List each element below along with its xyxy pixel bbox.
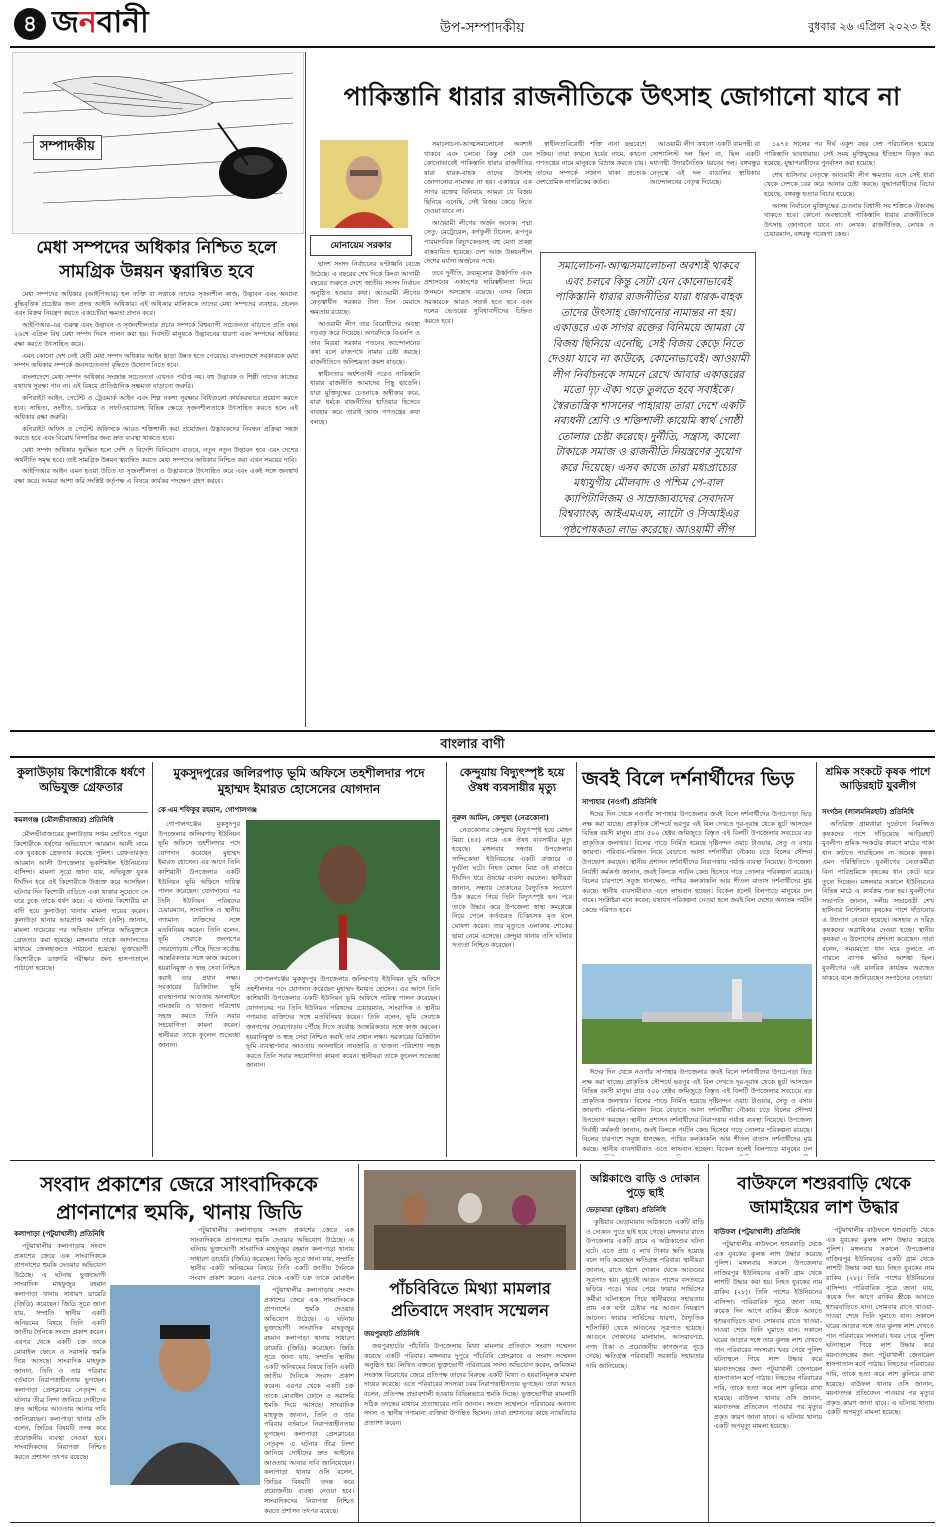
kendua-byline: নূরুল আমিন, কেন্দুয়া (নেত্রকোনা) xyxy=(452,814,549,822)
issue-date: বুধবার ২৬ এপ্রিল ২০২৩ ইং xyxy=(808,20,931,33)
bauphal-paragraph: পটুয়াখালীর বাউফলে শ্বশুরবাড়ি থেকে এক যুবকের ঝুলন্ত লাশ উদ্ধার করেছে পুলিশ। মঙ্গলবার সকালে উপজেলার নাজিরপুর ইউনিয়নের একটি গ্রাম থেকে লাশটি উদ্ধার করা হয়। নিহত যুবকের নাম রাকিব (২৮)। তিনি পাশের ইউনিয়নের বাসিন্দা। পারিবারিক সূত্রে জানা যায়, কয়েক দিন আগে রাকিব স্ত্রীকে আনতে শ্বশুরবাড়িতে যান। সোমবার রাতে খাওয়া-দাওয়া শেষে তিনি ঘুমাতে যান। সকালে ঘরের আড়ার সঙ্গে তার ঝুলন্ত লাশ দেখতে পান পরিবারের সদস্যরা। খবর পেয়ে পুলিশ ঘটনাস্থলে গিয়ে লাশ উদ্ধার করে ময়নাতদন্তের জন্য পটুয়াখালী জেনারেল হাসপাতাল মর্গে পাঠায়। নিহতের পরিবারের দাবি, তাকে হত্যা করে লাশ ঝুলিয়ে রাখা হয়েছে। বাউফল থানার ওসি জানান, ময়নাতদন্ত প্রতিবেদন পাওয়ার পর মৃত্যুর প্রকৃত কারণ জানা যাবে। এ ঘটনায় থানায় একটি অপমৃত্যু মামলা হয়েছে। xyxy=(826,1226,934,1417)
oped-paragraph: আওয়ামী লীগের অর্জন অনেক। পদ্মা সেতু, মেট্রোরেল, কর্ণফুলী টানেল, রূপপুর পারমাণবিক বিদ্যুৎকেন্দ্রসহ বহু মেগা প্রকল্প বাস্তবায়িত হয়েছে। দেশ আজ উন্নয়নশীল দেশের মর্যাদা অর্জনের পথে। xyxy=(424,218,532,266)
panchbibi-byline: জয়পুরহাট প্রতিনিধি xyxy=(364,1330,420,1338)
column-divider xyxy=(816,762,817,1157)
editorial-paragraph: আইপিআর আইন এমন হওয়া উচিত যা সৃজনশীলতা ও উদ্ভাবনকে উৎসাহিত করে এবং একই সঙ্গে জনস্বার্থ রক্ষা করে। আমরা আশা করি সংশ্লিষ্ট কর্তৃপক্ষ এ বিষয়ে কার্যকর পদক্ষেপ গ্রহণ করবে। xyxy=(14,467,298,485)
section-banner: বাংলার বাণী xyxy=(10,734,935,758)
muksudpur-paragraph: গোপালগঞ্জের মুকসুদপুর উপজেলার জলিরপাড় ইউনিয়ন ভূমি অফিসে তহশীলদার পদে যোগদান করেছেন মুহাম্মদ ইমারত হোসেন। এর আগে তিনি কাশিয়ানী উপজেলার একটি ইউনিয়ন ভূমি অফিসে দায়িত্ব পালন করেছেন। যোগদানের পর তিনি ইউনিয়ন পরিষদের চেয়ারম্যান, সাংবাদিক ও স্থানীয় গণ্যমান্য ব্যক্তিদের সঙ্গে মতবিনিময় করেন। তিনি বলেন, ভূমি সেবাকে জনগণের দোরগোড়ায় পৌঁছে দিতে সর্বোচ্চ আন্তরিকতার সঙ্গে কাজ করবেন। হয়রানিমুক্ত ও স্বচ্ছ সেবা নিশ্চিত করাই তার প্রধান লক্ষ্য। সরকারের ডিজিটাল ভূমি ব্যবস্থাপনার আওতায় অনলাইনে নামজারি ও খাজনা পরিশোধ সহজ করতে তিনি সবার সহযোগিতা কামনা করেন। স্থানীয়রা তাকে ফুলেল শুভেচ্ছা জানান। xyxy=(246,975,440,1070)
row-rule xyxy=(10,1160,935,1161)
column-divider xyxy=(708,1164,709,1522)
oped-paragraph: আসন্ন নির্বাচনে মুক্তিযুদ্ধের চেতনায় বিশ্বাসী সব শক্তিকে ঐক্যবদ্ধ থাকতে হবে। কোনো অবস্থাতেই পাকিস্তানি ধারার রাজনীতিকে উৎসাহ জোগানো যাবে না। লেখক: রাজনীতিক, লেখক ও চেয়ারম্যান, বঙ্গবন্ধু গবেষণা কেন্দ্র। xyxy=(764,201,934,239)
kendua-paragraph: নেত্রকোনার কেন্দুয়ায় বিদ্যুৎস্পৃষ্ট হয়ে মোহন মিয়া (৪৫) নামে এক ঔষধ ব্যবসায়ীর মৃত্যু হয়েছে। মঙ্গলবার সন্ধ্যায় উপজেলার সান্দিকোনা ইউনিয়নের একটি বাজারে এ দুর্ঘটনা ঘটে। নিহত মোহন মিয়া ওই বাজারে দীর্ঘদিন ধরে ঔষধের ব্যবসা করতেন। স্থানীয়রা জানান, সন্ধ্যায় দোকানের বৈদ্যুতিক সংযোগ ঠিক করতে গিয়ে তিনি বিদ্যুৎস্পৃষ্ট হন। পরে তাকে উদ্ধার করে উপজেলা স্বাস্থ্য কমপ্লেক্সে নিয়ে গেলে কর্তব্যরত চিকিৎসক মৃত বলে ঘোষণা করেন। তার মৃত্যুতে এলাকায় শোকের ছায়া নেমে এসেছে। কেন্দুয়া থানার ওসি ঘটনার সত্যতা নিশ্চিত করেছেন। xyxy=(452,826,572,950)
jaboi-headline: জবই বিলে দর্শনার্থীদের ভিড় xyxy=(582,768,795,790)
muksudpur-body-cont xyxy=(246,975,440,1155)
masthead-rule xyxy=(10,46,935,48)
kalapara-paragraph: পটুয়াখালীর কলাপাড়ায় সংবাদ প্রকাশের জেরে এক সাংবাদিককে প্রাণনাশের হুমকি দেওয়ার অভিযোগ উঠেছে। এ ঘটনায় ভুক্তভোগী সাংবাদিক মাহফুজুর রহমান কলাপাড়া থানায় সাধারণ ডায়েরি (জিডি) করেছেন। জিডি সূত্রে জানা যায়, সম্প্রতি স্থানীয় একটি অনিয়মের বিষয়ে তিনি একটি জাতীয় দৈনিকে সংবাদ প্রকাশ করেন। এরপর থেকে একটি চক্র তাকে মোবাইল ফোনে ও সরাসরি হুমকি দিয়ে আসছে। সাংবাদিক মাহফুজ জানান, তিনি ও তার পরিবার বর্তমানে নিরাপত্তাহীনতায় ভুগছেন। কলাপাড়া প্রেসক্লাবের নেতৃবৃন্দ এ ঘটনার তীব্র নিন্দা জানিয়ে দোষীদের দ্রুত আইনের আওতায় আনার দাবি জানিয়েছেন। কলাপাড়া থানার ওসি বলেন, জিডির বিষয়টি তদন্ত করে প্রয়োজনীয় ব্যবস্থা নেওয়া হবে। সাংবাদিকদের নিরাপত্তা নিশ্চিত করতে প্রশাসন তৎপর রয়েছে। xyxy=(264,1286,354,1515)
jaboi-paragraph: ঈদের দিন থেকে নওগাঁর সাপাহার উপজেলার জবই বিলে দর্শনার্থীদের উপচেপড়া ভিড় লক্ষ করা যাচ্ছে। প্রাকৃতিক সৌন্দর্যে ভরপুর এই বিল দেখতে দূর-দূরান্ত থেকে ছুটে আসছেন বিভিন্ন বয়সী মানুষ। প্রায় ৫০০ হেক্টর জমিজুড়ে বিস্তৃত এই বিলটি উপজেলার সবচেয়ে বড় প্রাকৃতিক জলাধার। বিলের পাড়ে নির্মিত হয়েছে দৃষ্টিনন্দন ওয়াচ টাওয়ার, সেতু ও বসার জায়গা। পরিবার-পরিজন নিয়ে বেড়াতে আসা দর্শনার্থীরা নৌকায় চড়ে বিলের সৌন্দর্য উপভোগ করছেন। স্থানীয় প্রশাসন দর্শনার্থীদের নিরাপত্তায় পর্যাপ্ত ব্যবস্থা নিয়েছে। উপজেলা নির্বাহী কর্মকর্তা জানান, জবই বিলকে পর্যটন কেন্দ্র হিসেবে গড়ে তোলার পরিকল্পনা রয়েছে। বিলের চারপাশে সবুজ ধানক্ষেত, পাখির কলকাকলি আর শীতল বাতাস দর্শনার্থীদের মুগ্ধ করছে। স্থানীয় ব্যবসায়ীরাও এতে লাভবান হচ্ছেন। বিকেল হলেই বিলপাড়ে মানুষের ঢল xyxy=(582,1068,812,1153)
kalapara-body-col2 xyxy=(190,1226,354,1284)
jaboi-byline: সাপাহার (নওগাঁ) প্রতিনিধি xyxy=(582,798,657,806)
kushtia-paragraph: কুষ্টিয়ার ভেড়ামারায় অগ্নিকাণ্ডে একটি বাড়ি ও দোকান পুড়ে ছাই হয়ে গেছে। মঙ্গলবার রাতে উপজেলার একটি গ্রামে এ অগ্নিকাণ্ডের ঘটনা ঘটে। এতে প্রায় ৫ লাখ টাকার ক্ষতি হয়েছে বলে দাবি করেছেন ক্ষতিগ্রস্ত পরিবার। স্থানীয়রা জানান, রাতে হঠাৎ দোকান থেকে আগুনের সূত্রপাত হয়। মুহূর্তেই আগুন পাশের বসতঘরে ছড়িয়ে পড়ে। খবর পেয়ে ফায়ার সার্ভিসের কর্মীরা ঘটনাস্থলে গিয়ে স্থানীয়দের সহায়তায় প্রায় এক ঘণ্টা চেষ্টার পর আগুন নিয়ন্ত্রণে আনেন। ফায়ার সার্ভিসের ধারণা, বৈদ্যুতিক শর্টসার্কিট থেকে আগুনের সূত্রপাত হয়েছে। আগুনে দোকানের মালামাল, আসবাবপত্র, নগদ টাকা ও প্রয়োজনীয় কাগজপত্র পুড়ে গেছে। ক্ষতিগ্রস্ত পরিবারটি সরকারি সহায়তার দাবি জানিয়েছে। xyxy=(586,1218,704,1370)
oped-body-col3 xyxy=(536,140,646,248)
muksudpur-byline: কে এম শফিকুর রহমান, গোপালগঞ্জ xyxy=(158,806,258,814)
muksudpur-body xyxy=(158,820,240,1155)
column-divider xyxy=(305,52,306,727)
muksudpur-paragraph: গোপালগঞ্জের মুকসুদপুর উপজেলার জলিরপাড় ইউনিয়ন ভূমি অফিসে তহশীলদার পদে যোগদান করেছেন মুহাম্মদ ইমারত হোসেন। এর আগে তিনি কাশিয়ানী উপজেলার একটি ইউনিয়ন ভূমি অফিসে দায়িত্ব পালন করেছেন। যোগদানের পর তিনি ইউনিয়ন পরিষদের চেয়ারম্যান, সাংবাদিক ও স্থানীয় গণ্যমান্য ব্যক্তিদের সঙ্গে মতবিনিময় করেন। তিনি বলেন, ভূমি সেবাকে জনগণের দোরগোড়ায় পৌঁছে দিতে সর্বোচ্চ আন্তরিকতার সঙ্গে কাজ করবেন। হয়রানিমুক্ত ও স্বচ্ছ সেবা নিশ্চিত করাই তার প্রধান লক্ষ্য। সরকারের ডিজিটাল ভূমি ব্যবস্থাপনার আওতায় অনলাইনে নামজারি ও খাজনা পরিশোধ সহজ করতে তিনি সবার সহযোগিতা কামনা করেন। স্থানীয়রা তাকে ফুলেল শুভেচ্ছা জানান। xyxy=(158,820,240,1049)
editorial-headline: মেধা সম্পদের অধিকার নিশ্চিত হলে সামগ্রিক উন্নয়ন ত্বরান্বিত হবে xyxy=(36,238,277,282)
pull-quote-text: সমালোচনা-আত্মসমালোচনা অবশ্যই থাকবে এবং চলবে কিন্তু সেটা যেন কোনোভাবেই পাকিস্তানি ধারার রাজনীতির যারা ধারক-বাহক তাদের উৎসাহ জোগানোর নামান্তর না হয়। একাত্তরে এক সাগর রক্তের বিনিময়ে আমরা যে বিজয় ছিনিয়ে এনেছি, সেই বিজয় কেড়ে নিতে দেওয়া যাবে না কাউকে, কোনোভাবেই। আওয়ামী লীগ নির্বাচনকে সামনে রেখে আবার একাত্তরের মতো দৃঢ় ঐক্য গড়ে তুলতে হবে সবাইকে। স্বৈরতান্ত্রিক শাসনের পাহারায় তারা দেশে একটি নব্যধনী শ্রেণি ও শক্তিশালী কায়েমি স্বার্থ গোষ্ঠী তোলার চেষ্টা করেছে। দুর্নীতি, সন্ত্রাস, কালো টাকাকে সমাজ ও রাজনীতি নিয়ন্ত্রণের সুযোগ করে দিয়েছে। এসব কাজে তারা মধ্যপ্রাচ্যের মধ্যযুগীয় মৌলবাদ ও পশ্চিম পে-বাল ক্যাপিটালিজম ও সাম্রাজ্যবাদের সেবাদাস বিশ্বব্যাংক, আইএমএফ, ন্যাটো ও সিআইএর পৃষ্ঠপোষকতা লাভ করেছে। আওয়ামী লীগ xyxy=(547,260,749,536)
kalapara-photo xyxy=(110,1285,260,1485)
kushtia-byline: ভেড়ামারা (কুষ্টিয়া) প্রতিনিধি xyxy=(586,1206,666,1214)
oped-paragraph: আওয়ামী লীগ কখনো একটি বামপন্থী বা সোশ্যালিস্ট দল ছিল না, ছিল একটি মধ্যপন্থী উদারনৈতিক ধরনের দল। বঙ্গবন্ধুর নেতৃত্বে এই দল বাঙালির স্বাধিকার আন্দোলনের নেতৃত্ব দিয়েছে। xyxy=(650,140,760,187)
oped-paragraph: ১৯৭৫ সালের পর দীর্ঘ একুশ বছর দেশ পরিচালিত হয়েছে পাকিস্তানি ভাবধারায়। সেই সময় মুক্তিযুদ্ধের ইতিহাস বিকৃত করা হয়েছে, যুদ্ধাপরাধীদের পুনর্বাসন করা হয়েছে। xyxy=(764,140,934,168)
section-rule xyxy=(10,730,935,732)
oped-body-col2 xyxy=(424,140,532,724)
editorial-illustration xyxy=(12,52,304,234)
press-conference-photo-icon xyxy=(364,1170,576,1270)
editorial-paragraph: এমন কোনো দেশ নেই যেটি মেধা সম্পদ অধিকার আইন ছাড়া উন্নত হতে পেরেছে। বাংলাদেশে সরকারকে মেধা সম্পদ অধিকার সম্পর্কে জনসচেতনতা বৃদ্ধিতে উদ্যোগ নিতে হবে। xyxy=(14,351,298,370)
oped-body-col1 xyxy=(310,260,420,724)
oped-paragraph: শেখ হাসিনার নেতৃত্বে আওয়ামী লীগ ক্ষমতায় এসে সেই ধারা থেকে দেশকে বের করে আনার চেষ্টা করছে। যুদ্ধাপরাধীদের বিচার হয়েছে, বঙ্গবন্ধু হত্যার বিচার হয়েছে। xyxy=(764,170,934,198)
kulaura-byline: কমলগঞ্জ (মৌলভীবাজার) প্রতিনিধি xyxy=(14,812,148,826)
aditmari-paragraph: অতিরিক্ত গ্রাম্যধারা দুর্ভোগে নিমজ্জিত কৃষকদের পাশে দাঁড়িয়েছে আড়িরহাট যুবলীগ। শ্রমিক সংকটের কারণে মাঠের পাকা ধান কাটতে পারছিলেন না অনেক কৃষক। এমন পরিস্থিতিতে যুবলীগের নেতাকর্মীরা বিনা পারিশ্রমিকে কৃষকের ধান কেটে ঘরে তুলে দিচ্ছেন। মঙ্গলবার সকালে ইউনিয়নের বিভিন্ন মাঠে এ কার্যক্রম শুরু হয়। যুবলীগের সভাপতি জানান, দলীয় সভানেত্রী শেখ হাসিনার নির্দেশনায় কৃষকের পাশে দাঁড়ানোর এ উদ্যোগ নেওয়া হয়েছে। অসহায় ও দরিদ্র কৃষকদের অগ্রাধিকার দেওয়া হচ্ছে। স্থানীয় কৃষকরা এ উদ্যোগের প্রশংসা করেছেন। তারা বলেন, সময়মতো ধান ঘরে তুলতে না পারলে ব্যাপক ক্ষতির আশঙ্কা ছিল। যুবলীগের এই মানবিক কার্যক্রম অব্যাহত থাকবে বলে জানিয়েছেন সংগঠনের নেতারা। xyxy=(822,820,934,982)
kendua-headline: কেন্দুয়ায় বিদ্যুৎস্পৃষ্ট হয়ে ঔষধ ব্যবসায়ীর মৃত্যু xyxy=(459,766,565,794)
journalist-photo-icon xyxy=(110,1285,260,1485)
oped-body-col4 xyxy=(650,140,760,248)
panchbibi-headline: পাঁচবিবিতে মিথ্যা মামলার প্রতিবাদে সংবাদ সম্মেলন xyxy=(389,1279,551,1320)
editorial-tag: সম্পাদকীয় xyxy=(33,135,102,160)
kulaura-body xyxy=(14,830,148,1155)
pull-quote xyxy=(540,252,756,537)
column-divider xyxy=(576,762,577,1157)
jaboi-paragraph: ঈদের দিন থেকে নওগাঁর সাপাহার উপজেলার জবই বিলে দর্শনার্থীদের উপচেপড়া ভিড় লক্ষ করা যাচ্ছে। প্রাকৃতিক সৌন্দর্যে ভরপুর এই বিল দেখতে দূর-দূরান্ত থেকে ছুটে আসছেন বিভিন্ন বয়সী মানুষ। প্রায় ৫০০ হেক্টর জমিজুড়ে বিস্তৃত এই বিলটি উপজেলার সবচেয়ে বড় প্রাকৃতিক জলাধার। বিলের পাড়ে নির্মিত হয়েছে দৃষ্টিনন্দন ওয়াচ টাওয়ার, সেতু ও বসার জায়গা। পরিবার-পরিজন নিয়ে বেড়াতে আসা দর্শনার্থীরা নৌকায় চড়ে বিলের সৌন্দর্য উপভোগ করছেন। স্থানীয় প্রশাসন দর্শনার্থীদের নিরাপত্তায় পর্যাপ্ত ব্যবস্থা নিয়েছে। উপজেলা নির্বাহী কর্মকর্তা জানান, জবই বিলকে পর্যটন কেন্দ্র হিসেবে গড়ে তোলার পরিকল্পনা রয়েছে। বিলের চারপাশে সবুজ ধানক্ষেত, পাখির কলকাকলি আর শীতল বাতাস দর্শনার্থীদের মুগ্ধ করছে। স্থানীয় ব্যবসায়ীরাও এতে লাভবান হচ্ছেন। বিকেল হলেই বিলপাড়ে মানুষের ঢল নামে। সংশ্লিষ্টরা মনে করেন, যথাযথ পরিকল্পনা নেওয়া হলে জবই বিল দেশের অন্যতম পর্যটন কেন্দ্রে পরিণত হবে। xyxy=(582,810,812,914)
aditmari-byline: সংগঠন (লালমনিরহাট) প্রতিনিধি xyxy=(822,808,914,816)
oped-paragraph: স্বাধীনতার অর্ধশতাব্দী পরেও পাকিস্তানি ধারার রাজনীতি আমাদের পিছু ছাড়েনি। যারা মুক্তিযুদ্ধের চেতনাকে অস্বীকার করে, যারা ধর্মকে রাজনীতির হাতিয়ার হিসেবে ব্যবহার করে তারাই আজ গণতন্ত্রের কথা বলছে। xyxy=(310,369,420,426)
brand-logo xyxy=(52,4,149,42)
kalapara-byline: কলাপাড়া (পটুয়াখালী) প্রতিনিধি xyxy=(14,1230,105,1238)
oped-headline: পাকিস্তানি ধারার রাজনীতিকে উৎসাহ জোগানো যাবে না xyxy=(343,82,901,111)
aditmari-headline: শ্রমিক সংকটে কৃষক পাশে আড়িরহাট যুবলীগ xyxy=(825,766,931,792)
editorial-paragraph: বাংলাদেশে মেধা সম্পদ অধিকার সংক্রান্ত সচেতনতা এখনও পর্যাপ্ত নয়। বহু উদ্ভাবক ও শিল্পী তাদের কাজের যথাযথ সুরক্ষা পান না। এই বিষয়ে প্রাতিষ্ঠানিক সক্ষমতা বাড়ানো জরুরি। xyxy=(14,372,298,391)
bauphal-paragraph: পটুয়াখালীর বাউফলে শ্বশুরবাড়ি থেকে এক যুবকের ঝুলন্ত লাশ উদ্ধার করেছে পুলিশ। মঙ্গলবার সকালে উপজেলার নাজিরপুর ইউনিয়নের একটি গ্রাম থেকে লাশটি উদ্ধার করা হয়। নিহত যুবকের নাম রাকিব (২৮)। তিনি পাশের ইউনিয়নের বাসিন্দা। পারিবারিক সূত্রে জানা যায়, কয়েক দিন আগে রাকিব স্ত্রীকে আনতে শ্বশুরবাড়িতে যান। সোমবার রাতে খাওয়া-দাওয়া শেষে তিনি ঘুমাতে যান। সকালে ঘরের আড়ার সঙ্গে তার ঝুলন্ত লাশ দেখতে পান পরিবারের সদস্যরা। খবর পেয়ে পুলিশ ঘটনাস্থলে গিয়ে লাশ উদ্ধার করে ময়নাতদন্তের জন্য পটুয়াখালী জেনারেল হাসপাতাল মর্গে পাঠায়। নিহতের পরিবারের দাবি, তাকে হত্যা করে লাশ ঝুলিয়ে রাখা হয়েছে। বাউফল থানার ওসি জানান, ময়নাতদন্ত প্রতিবেদন পাওয়ার পর মৃত্যুর প্রকৃত কারণ জানা যাবে। এ ঘটনায় থানায় একটি অপমৃত্যু মামলা হয়েছে। xyxy=(714,1240,822,1431)
kalapara-paragraph: পটুয়াখালীর কলাপাড়ায় সংবাদ প্রকাশের জেরে এক সাংবাদিককে প্রাণনাশের হুমকি দেওয়ার অভিযোগ উঠেছে। এ ঘটনায় ভুক্তভোগী সাংবাদিক মাহফুজুর রহমান কলাপাড়া থানায় সাধারণ ডায়েরি (জিডি) করেছেন। জিডি সূত্রে জানা যায়, সম্প্রতি স্থানীয় একটি অনিয়মের বিষয়ে তিনি একটি জাতীয় দৈনিকে সংবাদ প্রকাশ করেন। এরপর থেকে একটি চক্র তাকে মোবাইল xyxy=(190,1226,354,1282)
jaboi-body xyxy=(582,810,812,960)
column-divider xyxy=(358,1164,359,1522)
jaboi-body-cont xyxy=(582,1068,812,1156)
oped-paragraph: সমালোচনা-আত্মসমালোচনা অবশ্যই থাকবে এবং চলবে। কিন্তু সেটা যেন কোনোভাবেই পাকিস্তানি ধারার রাজনীতির যারা ধারক-বাহক তাদের উৎসাহ জোগানোর নামান্তর না হয়। একাত্তরে এক সাগর রক্তের বিনিময়ে আমরা যে বিজয় ছিনিয়ে এনেছি, সেই বিজয় কেড়ে নিতে দেওয়া যাবে না। xyxy=(424,140,532,216)
panchbibi-paragraph: জয়পুরহাটের পাঁচবিবি উপজেলায় মিথ্যা মামলার প্রতিবাদে সংবাদ সম্মেলন করেছে একটি পরিবার। মঙ্গলবার দুপুরে পাঁচবিবি প্রেসক্লাবে এ সংবাদ সম্মেলন অনুষ্ঠিত হয়। লিখিত বক্তব্যে ভুক্তভোগী পরিবারের সদস্য অভিযোগ করেন, জমিজমা সংক্রান্ত বিরোধের জেরে প্রতিপক্ষ তাদের বিরুদ্ধে একটি মিথ্যা ও হয়রানিমূলক মামলা দায়ের করেছে। এতে পরিবারের সদস্যরা চরম নিরাপত্তাহীনতায় ভুগছেন। তারা আরও বলেন, প্রতিপক্ষ প্রভাবশালী হওয়ায় বিভিন্নভাবে হুমকি দিচ্ছে। ভুক্তভোগীরা মামলাটি সঠিক তদন্তের মাধ্যমে প্রত্যাহারের দাবি জানান। সংবাদ সম্মেলনে পরিবারের অন্যান্য সদস্য ও স্থানীয় গণ্যমান্য ব্যক্তিরা উপস্থিত ছিলেন। তারা প্রশাসনের কাছে ন্যায়বিচার প্রত্যাশা করেন। xyxy=(364,1342,576,1427)
column-divider xyxy=(152,762,153,1157)
author-portrait-icon xyxy=(320,140,408,228)
editorial-paragraph: মেধা সম্পদ অধিকার সুরক্ষিত হলে দেশি ও বিদেশি বিনিয়োগ বাড়বে, নতুন নতুন উদ্ভাবন হবে এবং দেশের অর্থনীতি সমৃদ্ধ হবে। তাই সামগ্রিক উন্নয়ন ত্বরান্বিত করতে মেধা সম্পদের অধিকার নিশ্চিত করা এখন সময়ের দাবি। xyxy=(14,445,298,464)
person-photo-icon xyxy=(246,820,440,970)
oped-paragraph: তবে দুর্নীতি, দ্রব্যমূল্যের ঊর্ধ্বগতি এবং প্রশাসনের একাংশের দায়িত্বহীনতা নিয়ে জনমনে অসন্তোষ রয়েছে। এসব বিষয়ে সরকারকে আরও সতর্ক হতে হবে এবং দলের ভেতরের সুবিধাবাদীদের চিহ্নিত করতে হবে। xyxy=(424,268,532,325)
kalapara-body-col1 xyxy=(14,1242,106,1520)
author-name: মোনায়েম সরকার xyxy=(310,235,412,256)
muksudpur-headline: মুকসুদপুরের জলিরপাড় ভূমি অফিসে তহশীলদার পদে মুহাম্মদ ইমারত হোসেনের যোগদান xyxy=(173,766,425,796)
kulaura-headline: কুলাউড়ায় কিশোরীকে ধর্ষণে অভিযুক্ত গ্রেফতার xyxy=(17,765,145,794)
muksudpur-photo xyxy=(246,820,440,970)
kalapara-paragraph: পটুয়াখালীর কলাপাড়ায় সংবাদ প্রকাশের জেরে এক সাংবাদিককে প্রাণনাশের হুমকি দেওয়ার অভিযোগ উঠেছে। এ ঘটনায় ভুক্তভোগী সাংবাদিক মাহফুজুর রহমান কলাপাড়া থানায় সাধারণ ডায়েরি (জিডি) করেছেন। জিডি সূত্রে জানা যায়, সম্প্রতি স্থানীয় একটি অনিয়মের বিষয়ে তিনি একটি জাতীয় দৈনিকে সংবাদ প্রকাশ করেন। এরপর থেকে একটি চক্র তাকে মোবাইল ফোনে ও সরাসরি হুমকি দিয়ে আসছে। সাংবাদিক মাহফুজ জানান, তিনি ও তার পরিবার বর্তমানে নিরাপত্তাহীনতায় ভুগছেন। কলাপাড়া প্রেসক্লাবের নেতৃবৃন্দ এ ঘটনার তীব্র নিন্দা জানিয়ে দোষীদের দ্রুত আইনের আওতায় আনার দাবি জানিয়েছেন। কলাপাড়া থানার ওসি বলেন, জিডির বিষয়টি তদন্ত করে প্রয়োজনীয় ব্যবস্থা নেওয়া হবে। সাংবাদিকদের নিরাপত্তা নিশ্চিত করতে প্রশাসন তৎপর রয়েছে। xyxy=(14,1242,106,1462)
editorial-paragraph: কপিরাইট আইন, পেটেন্ট ও ট্রেডমার্ক আইন এবং শিল্প নকশা সুরক্ষার বিধিগুলো কার্যকরভাবে প্রয়োগ করতে হবে। সাহিত্য, সংগীত, চলচ্চিত্র ও সফটওয়্যারসহ বিভিন্ন ক্ষেত্রে সৃজনশীলতাকে উৎসাহিত করতে হলে এই অধিকার রক্ষা জরুরি। xyxy=(14,393,298,422)
kalapara-headline: সংবাদ প্রকাশের জেরে সাংবাদিককে প্রাণনাশের হুমকি, থানায় জিডি xyxy=(40,1172,318,1224)
kushtia-body xyxy=(586,1218,704,1520)
lake-photo-icon xyxy=(582,964,812,1064)
kushtia-headline: অগ্নিকাণ্ডে বাড়ি ও দোকান পুড়ে ছাই xyxy=(590,1173,700,1199)
oped-paragraph: দ্বাদশ সংসদ নির্বাচনের ঘণ্টাধ্বনি বেজে উঠেছে। এ বছরের শেষ দিকে কিংবা আগামী বছরের শুরুতে দেশে জাতীয় সংসদ নির্বাচন অনুষ্ঠিত হওয়ার কথা। আওয়ামী লীগের নেতৃত্বাধীন সরকার টানা তিন মেয়াদে ক্ষমতায় রয়েছে। xyxy=(310,260,420,316)
brand-logo-part: জ xyxy=(52,5,79,40)
section-name: উপ-সম্পাদকীয় xyxy=(440,20,525,36)
oped-paragraph: আওয়ামী লীগ তার বিরোধীদের অবস্থা নড়বড় করে দিয়েছে। অপরদিকে বিএনপি ও তার মিত্ররা সরকার পতনের আন্দোলনের কথা বলে রাজপথে নামার চেষ্টা করছে। রাজনীতিতে অনিশ্চয়তা ক্রমশ বাড়ছে। xyxy=(310,319,420,366)
page-number: ৪ xyxy=(14,8,46,40)
kendua-body xyxy=(452,826,572,1156)
kulaura-paragraph: মৌলভীবাজারের কুলাউড়ায় সপ্তম শ্রেণিতে পড়ুয়া কিশোরীকে ধর্ষণের অভিযোগে আরমান আলী নামে এক যুবককে গ্রেফতার করেছে পুলিশ। গ্রেফতারকৃত আরমান আলী উপজেলার ভূকশিমইল ইউনিয়নের বাসিন্দা। মামলা সূত্রে জানা যায়, অভিযুক্ত যুবক দীর্ঘদিন ধরে ওই কিশোরীকে উত্ত্যক্ত করে আসছিল। ঘটনার দিন কিশোরী বাড়িতে একা থাকার সুযোগে সে ঘরে ঢুকে তাকে ধর্ষণ করে। এ ঘটনায় কিশোরীর মা বাদী হয়ে কুলাউড়া থানায় মামলা দায়ের করেন। কুলাউড়া থানার ভারপ্রাপ্ত কর্মকর্তা (ওসি) জানান, মামলা দায়েরের পর অভিযান চালিয়ে অভিযুক্তকে গ্রেফতার করা হয়েছে। মঙ্গলবার তাকে আদালতের মাধ্যমে জেলহাজতে পাঠানো হয়েছে। ভুক্তভোগী কিশোরীকে ডাক্তারি পরীক্ষার জন্য হাসপাতালে পাঠানো হয়েছে। xyxy=(14,830,148,973)
brand-logo-accent: ন xyxy=(78,5,97,40)
column-divider xyxy=(580,1164,581,1522)
bauphal-body-col1 xyxy=(714,1240,822,1520)
author-photo xyxy=(320,140,408,228)
bauphal-headline: বাউফলে শশুরবাড়ি থেকে জামাইয়ের লাশ উদ্ধার xyxy=(737,1174,911,1218)
inkwell-icon xyxy=(218,123,287,199)
bauphal-byline: বাউফল (পটুয়াখালী) প্রতিনিধি xyxy=(714,1228,801,1236)
column-divider xyxy=(446,762,447,1157)
jaboi-photo xyxy=(582,964,812,1064)
editorial-paragraph: মেধা সম্পদের অধিকার (আইপিআর) হল ব্যক্তি বা সত্তাকে তাদের সৃজনশীল কাজ, উদ্ভাবন এবং অন্যান্য বুদ্ধিবৃত্তিক প্রচেষ্টার জন্য প্রদত্ত আইনি অধিকার। এই অধিকার মালিককে তাদের মেধা সম্পদের ব্যবহার, প্রচলন এবং বিক্রয় নিয়ন্ত্রণ করতে একচেটিয়া ক্ষমতা প্রদান করে। xyxy=(14,290,298,318)
panchbibi-photo xyxy=(364,1170,576,1270)
page-bottom-rule xyxy=(10,1522,935,1523)
oped-body-col5 xyxy=(764,140,934,724)
aditmari-body xyxy=(822,820,934,1156)
editorial-body xyxy=(14,290,298,724)
editorial-paragraph: আইপিআর-এর গুরুত্ব এবং উদ্ভাবন ও সৃজনশীলতার প্রচার সম্পর্কে বিশ্বব্যাপী সচেতনতা বাড়াতে প্রতি বছর ২৬শে এপ্রিল বিশ্ব মেধা সম্পদ দিবস পালন করা হয়। দিবসটি মানুষকে উদ্ভাবনের ধারণা এবং সম্পদের অধিকার রক্ষা করতে উৎসাহিত করে। xyxy=(14,320,298,348)
bauphal-body-col2 xyxy=(826,1226,934,1520)
brand-logo-part: বানী xyxy=(96,5,149,40)
masthead xyxy=(0,0,945,50)
oped-paragraph: স্বাধীনতাবিরোধী শক্তি নানা ছদ্মবেশে সক্রিয়। তারা কখনো ধর্মের নামে, কখনো গণতন্ত্রের নামে মানুষকে বিভ্রান্ত করতে চায়। তাদের সম্পর্কে সজাগ থাকা প্রত্যেক দেশপ্রেমিক নাগরিকের কর্তব্য। xyxy=(536,140,646,187)
panchbibi-body xyxy=(364,1342,576,1520)
kalapara-body-col3 xyxy=(264,1286,354,1520)
editorial-paragraph: কপিরাইট অফিস ও পেটেন্ট অফিসকে আরও শক্তিশালী করা প্রয়োজন। উদ্ভাবকদের নিবন্ধন প্রক্রিয়া সহজ করতে হবে এবং বিরোধ নিষ্পত্তির জন্য দ্রুত ব্যবস্থা থাকতে হবে। xyxy=(14,424,298,443)
